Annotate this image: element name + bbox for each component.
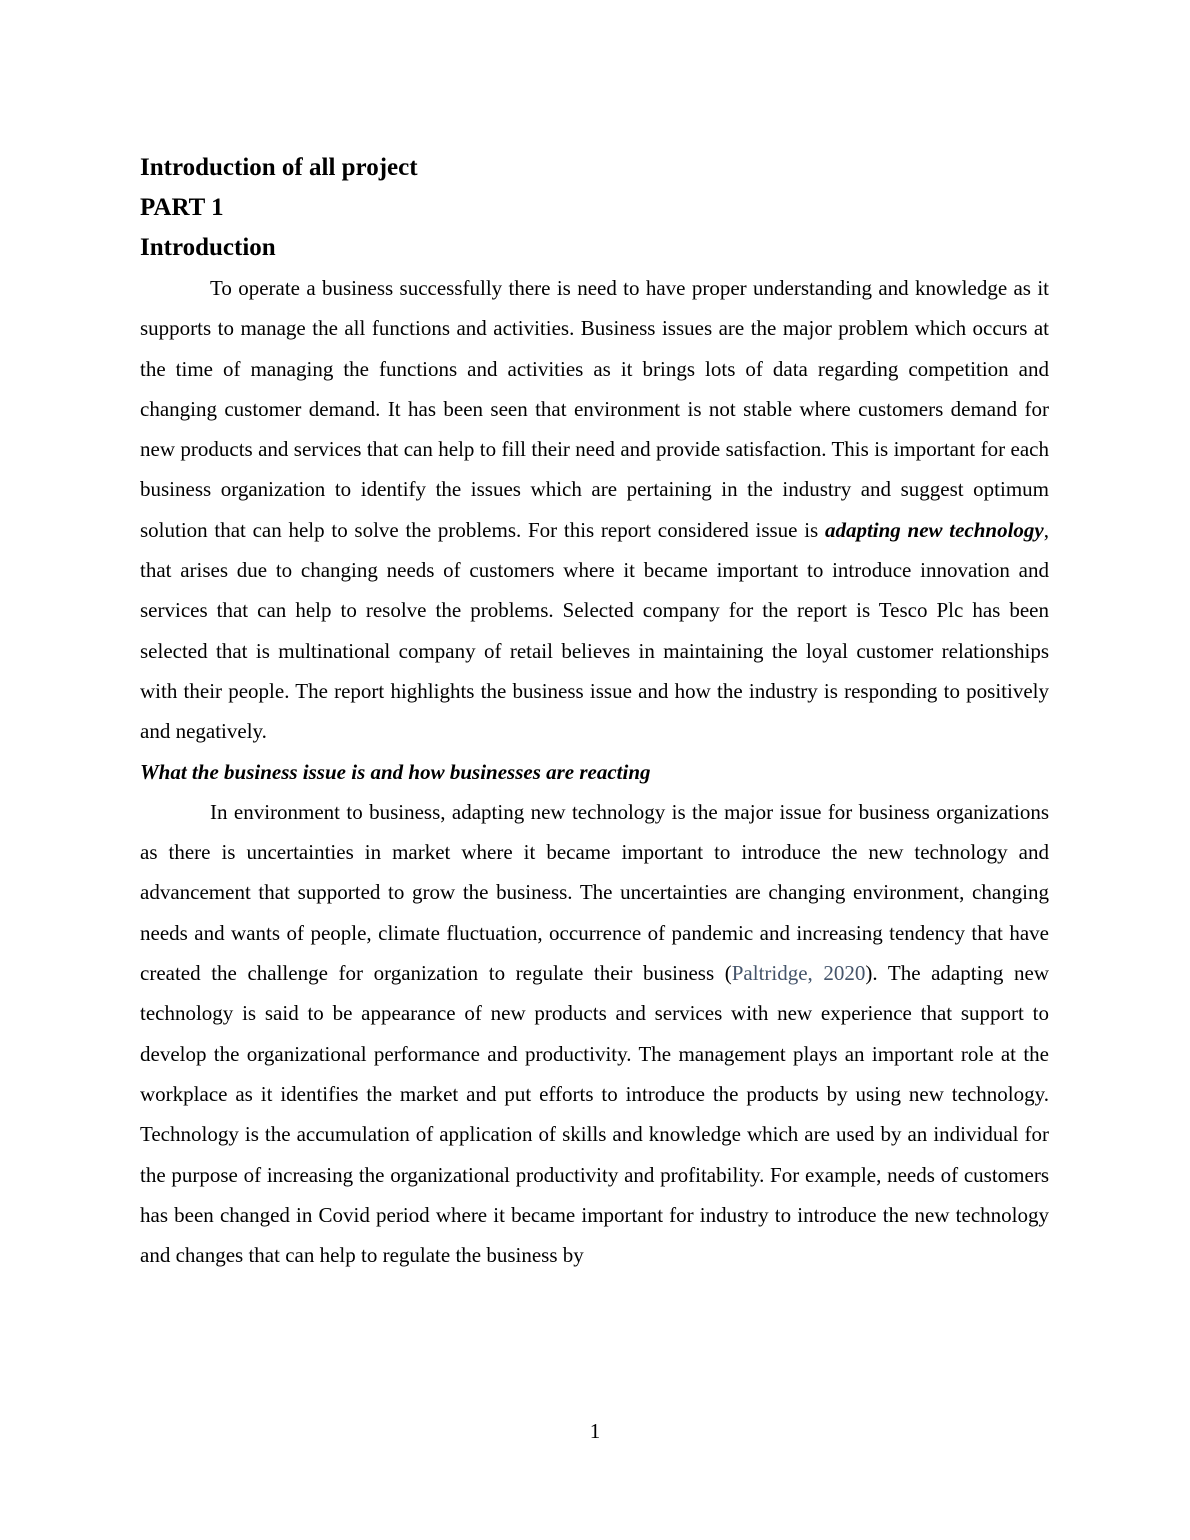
business-issue-paragraph (140, 792, 1049, 1276)
emphasized-issue: adapting new technology (824, 517, 1044, 542)
part-heading: PART 1 (140, 194, 224, 221)
citation-link: Paltridge, 2020 (731, 961, 866, 986)
page-number: 1 (589, 1419, 601, 1443)
introduction-paragraph (140, 268, 1049, 752)
introduction-heading: Introduction (140, 234, 276, 261)
project-introduction-heading: Introduction of all project (140, 154, 418, 181)
page-content (140, 148, 1049, 1275)
intro-text-part2: , that arises due to changing needs of customers where it became important to introduce innovation and services that can help to resolve the problems. Selected company for the report is Tesco Plc has been selected that is multinational company of retail believes in maintaining the loyal customer relationships with their people. The report highlights the business issue and how the industry is responding to positively and negatively. (140, 517, 1049, 744)
intro-text-part1: To operate a business successfully there is need to have proper understanding and knowledge as it supports to manage the all functions and activities. Business issues are the major problem which occurs at the time of managing the functions and activities as it brings lots of data regarding competition and changing customer demand. It has been seen that environment is not stable where customers demand for new products and services that can help to fill their need and provide satisfaction. This is important for each business organization to identify the issues which are pertaining in the industry and suggest optimum solution that can help to solve the problems. For this report considered issue is (140, 276, 1049, 542)
issue-text-part2: ). The adapting new technology is said to be appearance of new products and services with new experience that support to develop the organizational performance and productivity. The management plays an important role at the workplace as it identifies the market and put efforts to introduce the products by using new technology. Technology is the accumulation of application of skills and knowledge which are used by an individual for the purpose of increasing the organizational productivity and profitability. For example, needs of customers has been changed in Covid period where it became important for industry to introduce the new technology and changes that can help to regulate the business by (140, 961, 1049, 1268)
issue-text-part1: In environment to business, adapting new technology is the major issue for business organizations as there is uncertainties in market where it became important to introduce the new technology and advancement that supported to grow the business. The uncertainties are changing environment, changing needs and wants of people, climate fluctuation, occurrence of pandemic and increasing tendency that have created the challenge for organization to regulate their business ( (140, 799, 1049, 986)
business-issue-subheading: What the business issue is and how businesses are reacting (140, 759, 651, 784)
